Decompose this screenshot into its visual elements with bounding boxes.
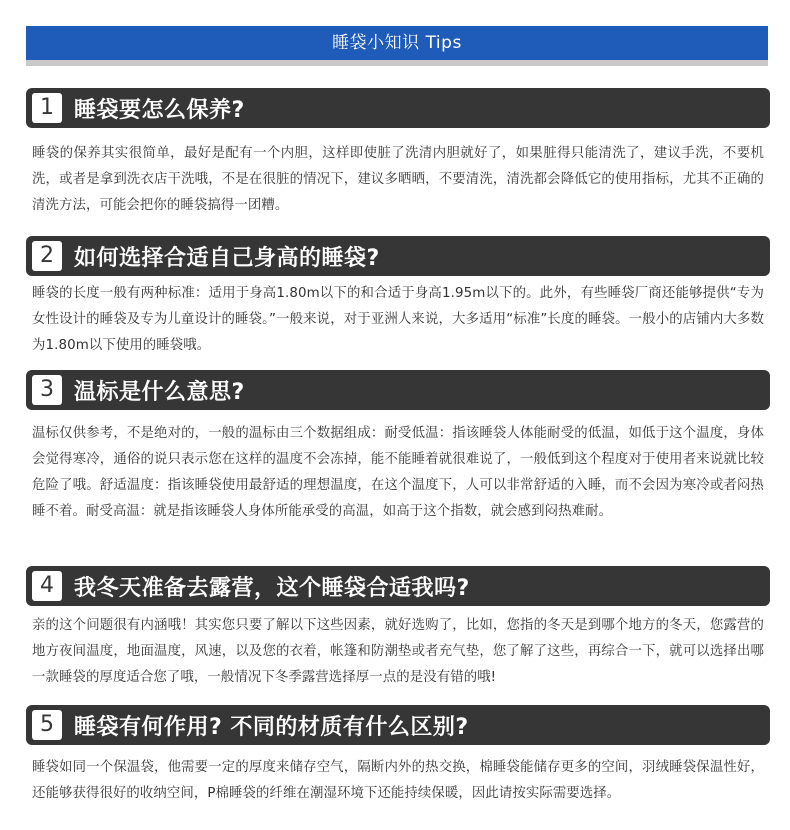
question-bar <box>26 370 770 410</box>
answer-text: 睡袋的保养其实很简单，最好是配有一个内胆，这样即使脏了洗清内胆就好了，如果脏得只能清洗了，建议手洗，不要机洗，或者是拿到洗衣店干洗哦，不是在很脏的情况下，建议多晒晒，不要清洗，清洗都会降低它的使用指标，尤其不正确的清洗方法，可能会把你的睡袋搞得一团糟。 <box>32 146 764 213</box>
answer-text: 睡袋的长度一般有两种标准：适用于身高1.80m以下的和合适于身高1.95m以下的。此外，有些睡袋厂商还能够提供“专为女性设计的睡袋及专为儿童设计的睡袋。”一般来说，对于亚洲人来说，大多适用“标准”长度的睡袋。一般小的店铺内大多数为1.80m以下使用的睡袋哦。 <box>32 286 764 353</box>
banner-title: 睡袋小知识 Tips <box>332 33 462 53</box>
question-number: 2 <box>32 241 62 271</box>
faq-section-4 <box>26 566 770 691</box>
question-title: 睡袋要怎么保养? <box>74 97 245 123</box>
question-bar <box>26 566 770 606</box>
answer-text: 睡袋如同一个保温袋，他需要一定的厚度来储存空气，隔断内外的热交换，棉睡袋能储存更多的空间，羽绒睡袋保温性好，还能够获得很好的收纳空间，P棉睡袋的纤维在潮湿环境下还能持续保暖，因此请按实际需要选择。 <box>32 760 764 801</box>
question-title: 我冬天准备去露营，这个睡袋合适我吗? <box>74 575 470 601</box>
tips-banner <box>26 26 768 66</box>
question-bar <box>26 705 770 745</box>
question-bar <box>26 88 770 128</box>
faq-section-3 <box>26 370 770 525</box>
faq-section-2 <box>26 236 770 359</box>
question-title: 如何选择合适自己身高的睡袋? <box>74 245 380 271</box>
question-bar <box>26 236 770 276</box>
answer-text: 温标仅供参考，不是绝对的，一般的温标由三个数据组成：耐受低温：指该睡袋人体能耐受的低温，如低于这个温度，身体会觉得寒冷，通俗的说只表示您在这样的温度不会冻掉，能不能睡着就很难说了，一般低到这个程度对于使用者来说就比较危险了哦。舒适温度：指该睡袋使用最舒适的理想温度，在这个温度下，人可以非常舒适的入睡，而不会因为寒冷或者闷热睡不着。耐受高温：就是指该睡袋人身体所能承受的高温，如高于这个指数，就会感到闷热难耐。 <box>32 426 764 519</box>
question-number: 4 <box>32 571 62 601</box>
question-number: 5 <box>32 710 62 740</box>
question-title: 温标是什么意思? <box>74 379 245 405</box>
answer-text: 亲的这个问题很有内涵哦！其实您只要了解以下这些因素，就好选购了，比如，您指的冬天是到哪个地方的冬天，您露营的地方夜间温度，地面温度，风速，以及您的衣着，帐篷和防潮垫或者充气垫，您了解了这些，再综合一下，就可以选择出哪一款睡袋的厚度适合您了哦，一般情况下冬季露营选择厚一点的是没有错的哦! <box>32 618 764 685</box>
question-title: 睡袋有何作用? 不同的材质有什么区别? <box>74 714 469 740</box>
faq-section-5 <box>26 705 770 807</box>
faq-section-1 <box>26 88 770 219</box>
question-number: 1 <box>32 93 62 123</box>
question-number: 3 <box>32 375 62 405</box>
